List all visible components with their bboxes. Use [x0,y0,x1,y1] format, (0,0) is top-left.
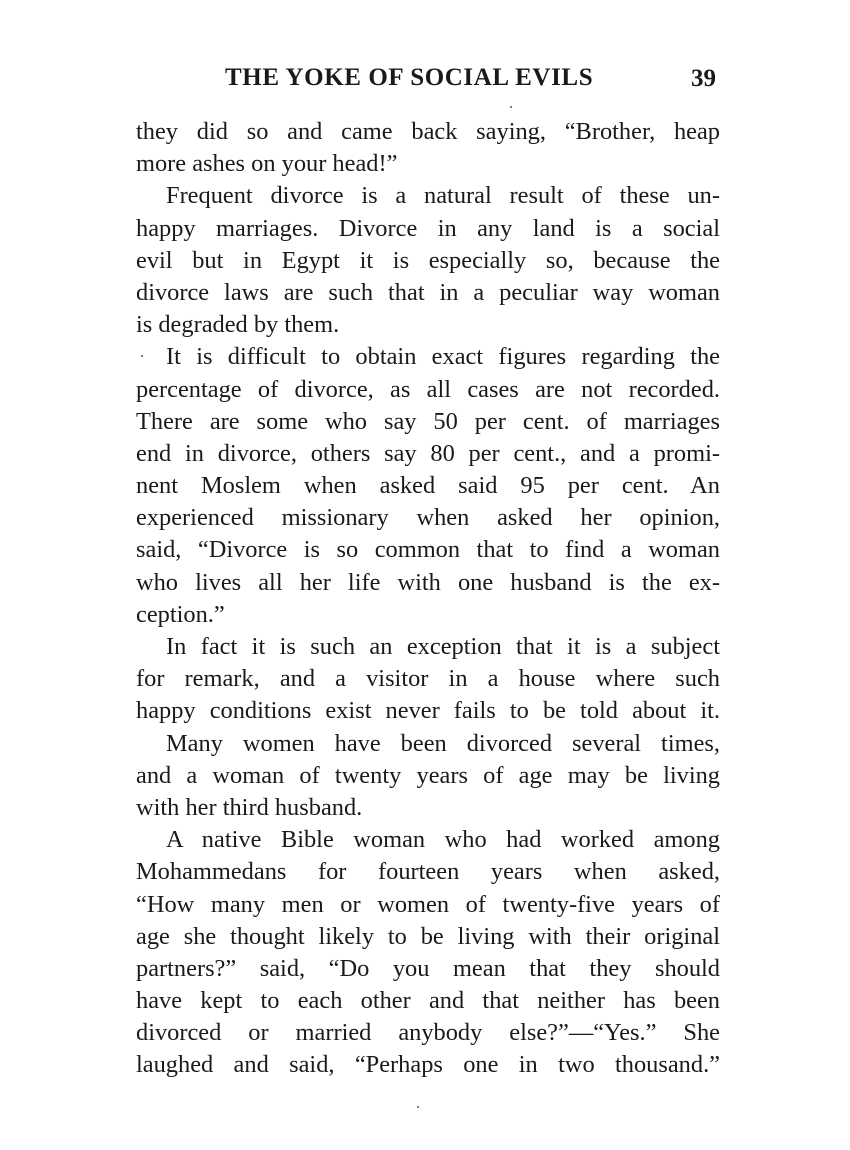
text-line: percentage of divorce, as all cases are not recorded. [136,375,720,403]
text-line: experienced missionary when asked her opinion, [136,504,720,532]
text-line: ception.” [136,600,225,628]
text-line: partners?” said, “Do you mean that they should [136,954,720,982]
page-number: 39 [691,65,716,92]
scan-speck [510,106,512,108]
text-line: divorce laws are such that in a peculiar way woman [136,278,720,306]
text-line: evil but in Egypt it is especially so, because the [136,246,720,274]
text-line: end in divorce, others say 80 per cent., and a promi- [136,439,720,467]
text-line: is degraded by them. [136,311,340,339]
text-line: Frequent divorce is a natural result of these un- [166,182,720,210]
text-line: they did so and came back saying, “Brother, heap [136,118,720,145]
text-line: age she thought likely to be living with their original [136,922,720,950]
text-line: with her third husband. [136,793,363,821]
text-line: for remark, and a visitor in a house where such [136,665,720,693]
text-line: nent Moslem when asked said 95 per cent. An [136,472,720,500]
text-line: who lives all her life with one husband is the ex- [136,568,720,596]
text-line: In fact it is such an exception that it is a subject [166,633,720,660]
scan-speck [417,1106,419,1108]
text-line: happy marriages. Divorce in any land is a social [136,214,720,242]
text-line: It is difficult to obtain exact figures regarding the [166,343,720,371]
text-line: divorced or married anybody else?”—“Yes.” She [136,1019,720,1047]
text-line: have kept to each other and that neither has been [136,987,720,1015]
body-text [136,116,720,1082]
text-line: “How many men or women of twenty-five years of [136,890,720,918]
text-line: There are some who say 50 per cent. of marriages [136,407,720,435]
text-line: happy conditions exist never fails to be told about it. [136,697,720,725]
text-line: laughed and said, “Perhaps one in two thousand.” [136,1051,720,1079]
text-line: said, “Divorce is so common that to find a woman [136,536,720,564]
running-title: THE YOKE OF SOCIAL EVILS [225,64,594,91]
text-line: and a woman of twenty years of age may be living [136,761,720,789]
text-line: Mohammedans for fourteen years when asked, [136,858,720,886]
scan-speck [141,355,143,357]
text-line: A native Bible woman who had worked among [166,826,720,854]
text-line: Many women have been divorced several times, [166,729,720,757]
running-header [136,64,722,98]
text-line: more ashes on your head!” [136,150,398,178]
